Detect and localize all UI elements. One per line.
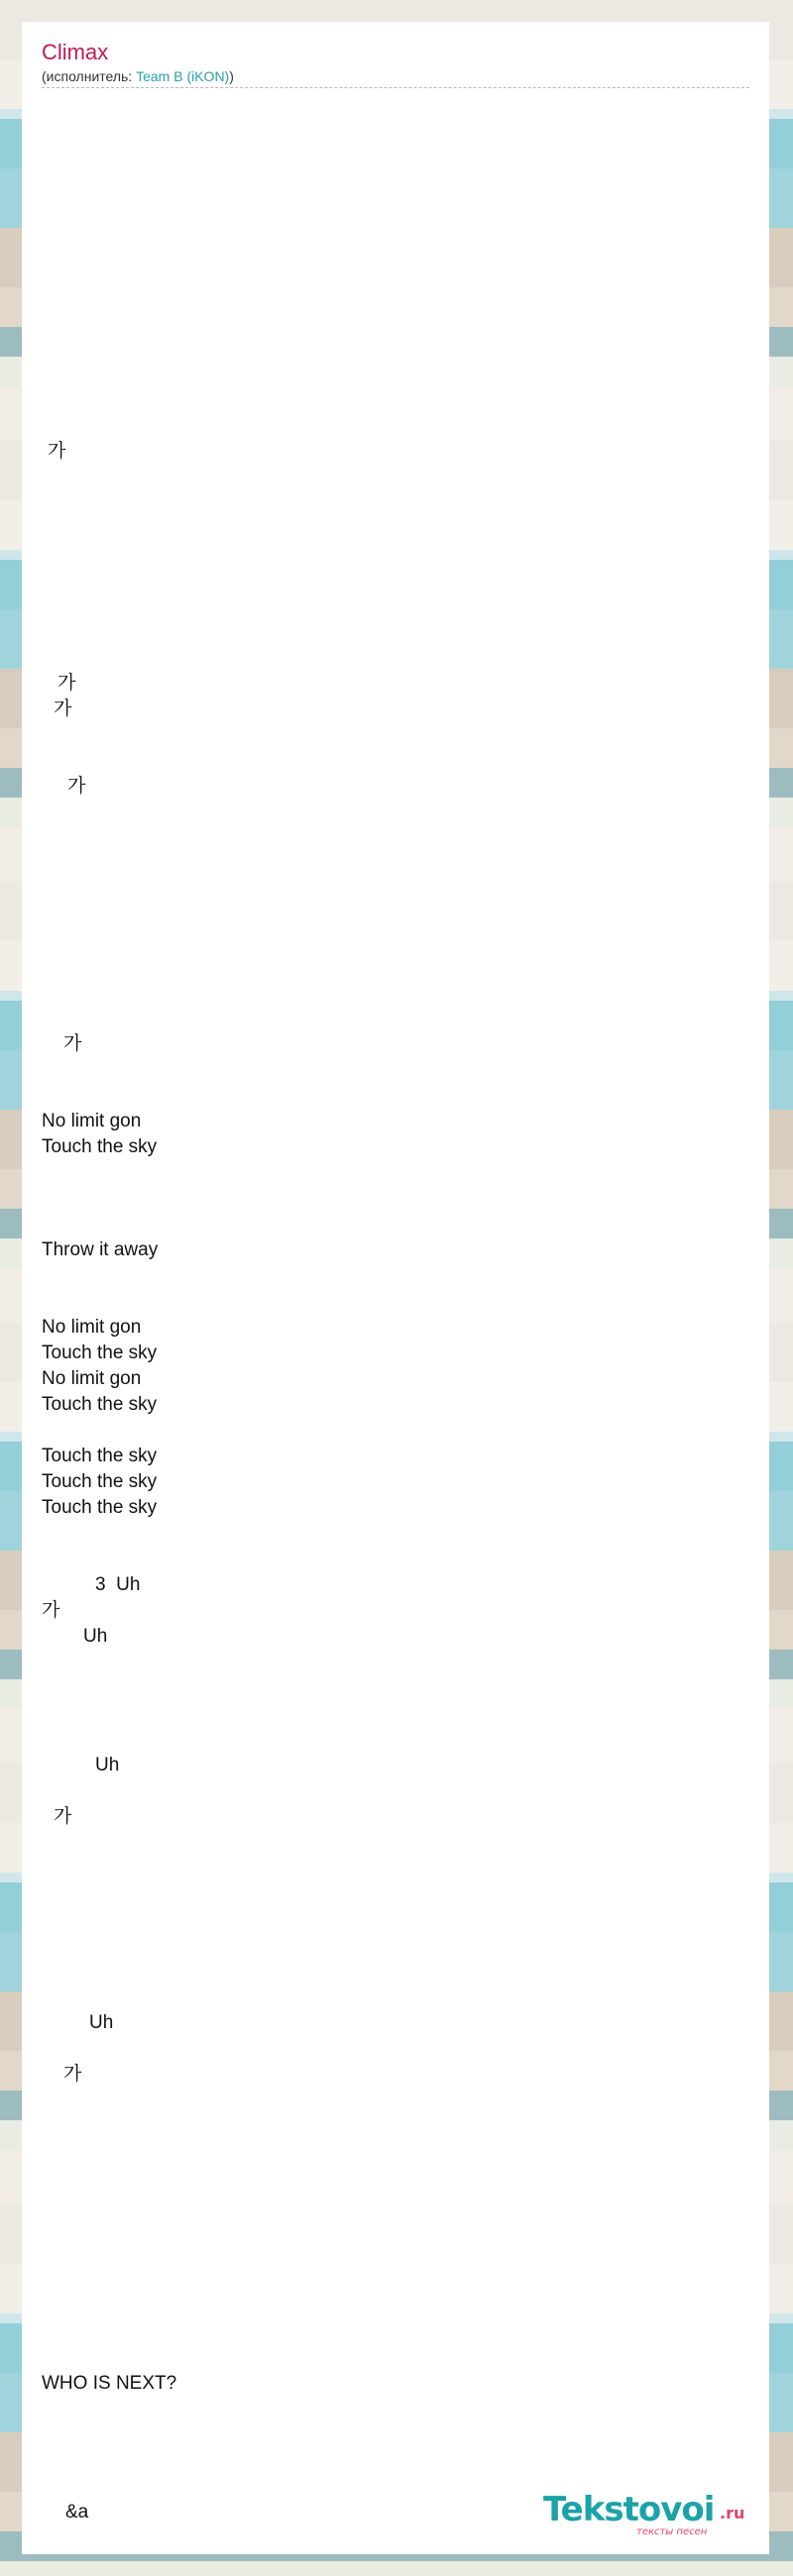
header-divider [42, 87, 749, 88]
performer-suffix: ) [229, 68, 234, 84]
lyric-line: Uh [95, 1755, 120, 1775]
lyric-line: 가 [42, 1600, 60, 1621]
lyric-line: No limit gon [42, 1317, 142, 1338]
lyric-line: 가 [67, 776, 86, 797]
lyric-line: Touch the sky [42, 1342, 158, 1363]
song-title: Climax [42, 40, 109, 64]
lyric-line: Touch the sky [42, 1136, 158, 1157]
logo-tld: .ru [720, 2504, 745, 2522]
lyric-line: 가 [48, 441, 66, 462]
lyric-line: Touch the sky [42, 1471, 158, 1492]
lyric-line: No limit gon [42, 1111, 142, 1131]
lyric-line: Uh [83, 1626, 108, 1647]
logo-tagline: тексты песен [636, 2526, 708, 2537]
lyric-line: 가 [63, 2064, 82, 2085]
lyric-line: 가 [54, 698, 72, 719]
tekstovoi-logo[interactable] [543, 2490, 751, 2535]
lyric-line: 가 [54, 1806, 72, 1827]
logo-name: Tekstovoi [543, 2490, 715, 2529]
lyric-line: WHO IS NEXT? [42, 2373, 177, 2394]
lyric-line: Uh [89, 2012, 114, 2033]
lyric-line: Touch the sky [42, 1446, 158, 1466]
artist-link[interactable]: Team B (iKON) [136, 68, 230, 84]
lyric-line: No limit gon [42, 1368, 142, 1389]
lyric-line: 3 Uh [95, 1574, 141, 1595]
lyric-line: &a [65, 2502, 89, 2522]
lyric-line: Touch the sky [42, 1394, 158, 1415]
lyric-line: Touch the sky [42, 1497, 158, 1518]
song-header [42, 40, 749, 88]
lyric-line: 가 [63, 1033, 82, 1054]
lyrics-page [22, 22, 769, 2554]
lyric-line: Throw it away [42, 1239, 159, 1260]
lyric-line: 가 [57, 673, 76, 694]
performer-prefix: (исполнитель: [42, 68, 137, 84]
performer-line [42, 67, 749, 85]
